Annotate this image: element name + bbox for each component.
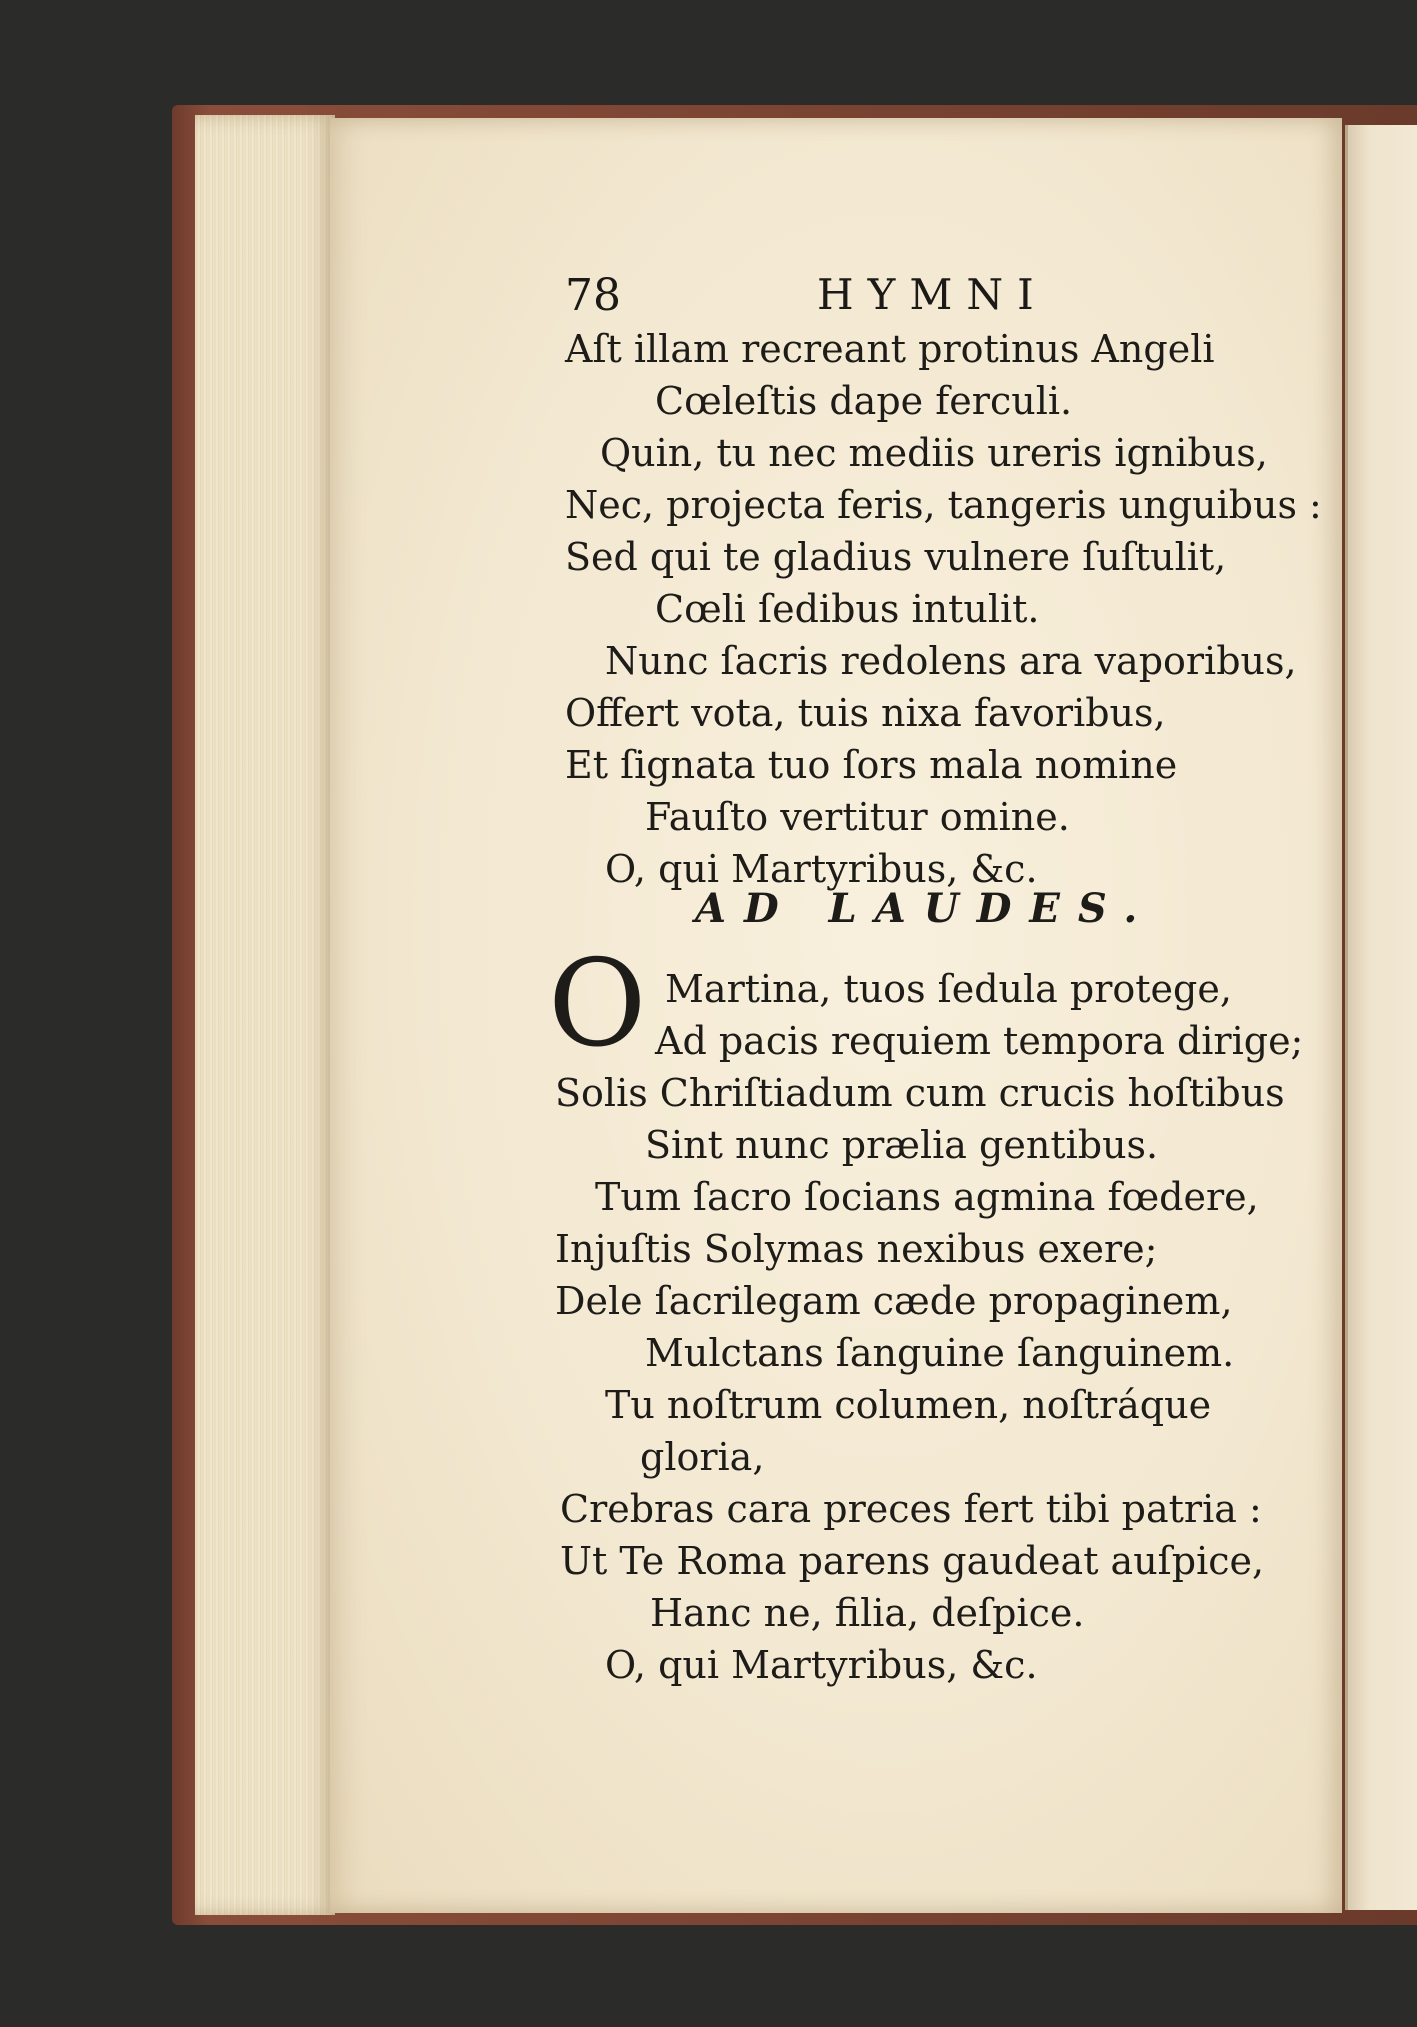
verse-line: Dele ſacrilegam cæde propaginem,	[555, 1279, 1233, 1323]
verse-line: Injuſtis Solymas nexibus exere;	[555, 1227, 1158, 1271]
verse-line: Nec, projecta feris, tangeris unguibus :	[565, 483, 1322, 527]
page-header	[565, 270, 1125, 322]
verse-line: Crebras cara preces fert tibi patria :	[560, 1487, 1262, 1531]
running-title: HYMNI	[817, 270, 1048, 319]
verse-line: Quin, tu nec mediis ureris ignibus,	[600, 431, 1268, 475]
verse-line: Ut Te Roma parens gaudeat auſpice,	[560, 1539, 1265, 1583]
facing-page-edge	[1345, 125, 1417, 1910]
page-edges	[195, 115, 335, 1915]
verse-line: Solis Chriſtiadum cum crucis hoſtibus	[555, 1071, 1285, 1115]
page-number: 78	[565, 270, 621, 321]
verse-line: Cœleſtis dape ferculi.	[655, 379, 1073, 423]
refrain-line: O, qui Martyribus, &c.	[605, 847, 1038, 891]
verse-line: Hanc ne, filia, deſpice.	[650, 1591, 1085, 1635]
verse-line: Et ſignata tuo ſors mala nomine	[565, 743, 1178, 787]
verse-line: Tu noſtrum columen, noſtráque	[605, 1383, 1212, 1427]
verse-line: Martina, tuos ſedula protege,	[665, 967, 1232, 1011]
section-heading: AD LAUDES.	[695, 885, 1156, 932]
verse-line: Sed qui te gladius vulnere ſuſtulit,	[565, 535, 1227, 579]
verse-line: Sint nunc prælia gentibus.	[645, 1123, 1159, 1167]
drop-cap: O	[548, 935, 647, 1074]
verse-line: Fauſto vertitur omine.	[645, 795, 1070, 839]
verse-line: Mulctans ſanguine ſanguinem.	[645, 1331, 1235, 1375]
verse-line: Nunc ſacris redolens ara vaporibus,	[605, 639, 1297, 683]
verse-line: gloria,	[640, 1435, 765, 1479]
verse-line: Ad pacis requiem tempora dirige;	[655, 1019, 1304, 1063]
verse-line: Tum ſacro ſocians agmina fœdere,	[595, 1175, 1259, 1219]
verse-line: Offert vota, tuis nixa favoribus,	[565, 691, 1166, 735]
verse-line: Aſt illam recreant protinus Angeli	[565, 327, 1215, 371]
refrain-line: O, qui Martyribus, &c.	[605, 1643, 1038, 1687]
verse-line: Cœli ſedibus intulit.	[655, 587, 1040, 631]
